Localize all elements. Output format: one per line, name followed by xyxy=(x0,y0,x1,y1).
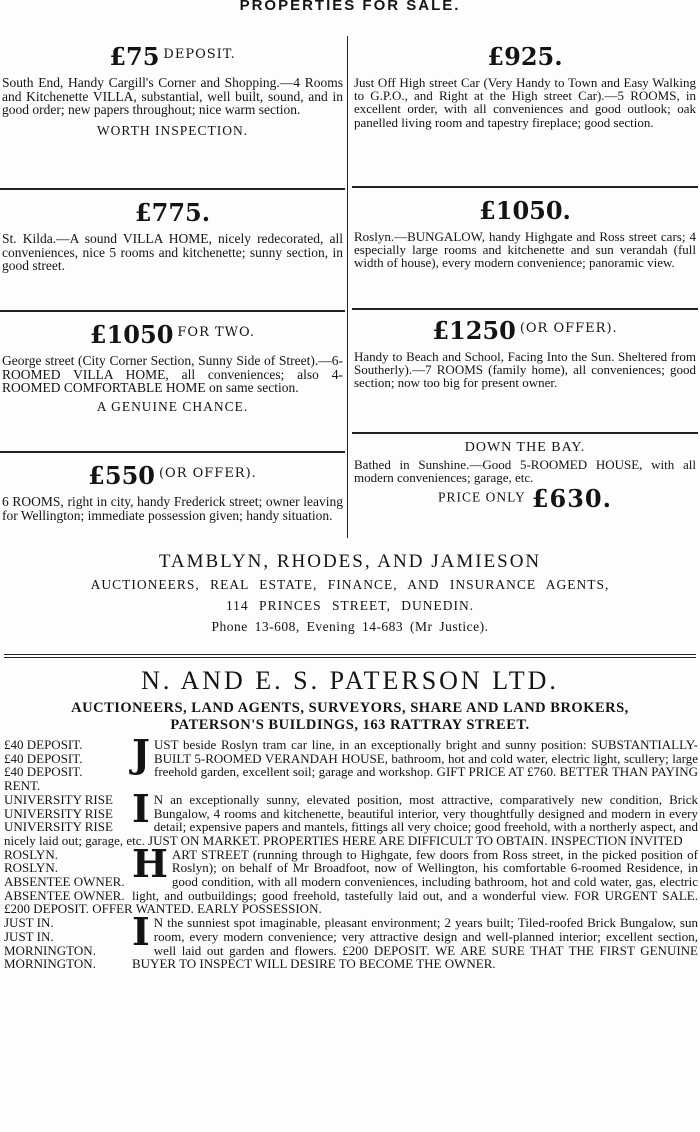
listing-tags xyxy=(4,793,132,834)
drop-cap: J xyxy=(132,731,150,776)
price-value: £550 xyxy=(88,461,155,490)
section-rule xyxy=(4,654,696,655)
right-column xyxy=(352,32,698,530)
left-column xyxy=(0,32,345,541)
ad-price xyxy=(0,320,345,350)
price-value: £630. xyxy=(531,484,612,514)
ad-1050-roslyn xyxy=(352,188,698,310)
ad-body: Roslyn.—BUNGALOW, handy Highgate and Ross street cars; 4 especially large rooms and kitchenette and sun verandah (full width of house), every modern convenience; panoramic view. xyxy=(354,229,696,271)
ad-price xyxy=(0,42,345,72)
price-suffix: DEPOSIT. xyxy=(163,47,236,62)
firm-address: PATERSON'S BUILDINGS, 163 RATTRAY STREET. xyxy=(170,717,530,733)
listing-tag: MORNINGTON. xyxy=(4,942,96,958)
firm-name: N. AND E. S. PATERSON LTD. xyxy=(141,666,559,695)
ad-price xyxy=(0,198,345,228)
listing-mornington xyxy=(4,909,698,972)
ad-body: Handy to Beach and School, Facing Into the Sun. Sheltered from Southerly).—7 ROOMS (family home), all conveniences; good section; now too big for present owner. xyxy=(354,349,696,391)
price-label: PRICE ONLY xyxy=(438,490,526,505)
ad-1250 xyxy=(352,310,698,434)
listing-tags xyxy=(4,848,132,903)
ad-body: Bathed in Sunshine.—Good 5-ROOMED HOUSE, with all modern conveniences; garage, etc. xyxy=(354,457,696,486)
listing-tag: £40 DEPOSIT. xyxy=(4,764,83,780)
column-divider xyxy=(347,36,348,538)
ad-550 xyxy=(0,453,345,541)
bay-price-line xyxy=(352,484,698,513)
firm-tamblyn-block xyxy=(0,550,700,637)
price-value: £1050 xyxy=(89,320,174,349)
ad-body: Just Off High street Car (Very Handy to Town and Easy Walking to G.P.O., and Right at the High street Car).—5 ROOMS, in excellent order, with all conveniences and good outlook; oak panelled living room and tapestry fireplace; good section. xyxy=(354,75,696,130)
firm-address: 114 PRINCES STREET, DUNEDIN. xyxy=(225,598,475,613)
price-suffix: (OR OFFER). xyxy=(158,466,257,481)
listing-tag: UNIVERSITY RISE xyxy=(4,819,113,835)
listing-tag: MORNINGTON. xyxy=(4,956,96,972)
ad-price xyxy=(352,42,698,72)
listing-tag: UNIVERSITY RISE xyxy=(4,805,113,821)
listing-tag: ABSENTEE OWNER. xyxy=(4,874,125,890)
listing-text: N an exceptionally sunny, elevated position, most attractive, comparatively new condition, Brick Bungalow, 4 rooms and kitchenette, beautiful interior, very thoughtfully designed and modern in every detail; expensive papers and mantels, fittings all very choice; good freehold, with a northerly aspect, and nicely laid out; garage, etc. JUST ON MARKET. PROPERTIES HERE ARE DIFFICULT TO OBTAIN. INSPECTION INVITED xyxy=(4,791,698,848)
listing-roslyn-deposit xyxy=(4,731,698,794)
listing-tags xyxy=(4,916,132,971)
firm-services: AUCTIONEERS, LAND AGENTS, SURVEYORS, SHARE AND LAND BROKERS, xyxy=(71,700,629,716)
ad-footer: WORTH INSPECTION. xyxy=(96,122,249,138)
ad-body: St. Kilda.—A sound VILLA HOME, nicely redecorated, all conveniences, nice 5 rooms and kitchenette; sunny section, in good street. xyxy=(2,231,343,273)
listing-tag: ROSLYN. xyxy=(4,846,58,862)
price-suffix: FOR TWO. xyxy=(177,325,256,340)
listing-tag: ROSLYN. xyxy=(4,860,58,876)
firm-name: TAMBLYN, RHODES, AND JAMIESON xyxy=(158,551,542,572)
ad-down-the-bay xyxy=(352,434,698,530)
listing-tag: ABSENTEE OWNER. xyxy=(4,887,125,903)
price-suffix: (OR OFFER). xyxy=(519,321,618,336)
price-value: £1250 xyxy=(432,316,516,345)
price-value: £775. xyxy=(134,198,211,227)
ad-body: South End, Handy Cargill's Corner and Shopping.—4 Rooms and Kitchenette VILLA, substantial, well built, sound, and in good order; new papers throughout; nice warm section. xyxy=(2,75,343,117)
listing-tag: JUST IN. xyxy=(4,928,54,944)
listing-tag: £40 DEPOSIT. xyxy=(4,750,83,766)
firm-phone: Phone 13-608, Evening 14-683 (Mr Justice). xyxy=(211,619,489,634)
section-rule xyxy=(4,657,696,658)
bay-heading: DOWN THE BAY. xyxy=(464,440,586,455)
ad-body: George street (City Corner Section, Sunny Side of Street).—6-ROOMED VILLA HOME, all conveniences; also 4-ROOMED COMFORTABLE HOME on same section. xyxy=(2,353,343,395)
drop-cap: I xyxy=(132,909,150,955)
ad-925 xyxy=(352,32,698,188)
firm-paterson-block xyxy=(0,665,700,971)
ad-body: 6 ROOMS, right in city, handy Frederick street; owner leaving for Wellington; immediate possession given; handy situation. xyxy=(2,494,343,523)
ad-775 xyxy=(0,190,345,312)
ad-75-deposit xyxy=(0,32,345,190)
listing-text: UST beside Roslyn tram car line, in an exceptionally bright and sunny position: SUBSTANTIALLY-BUILT 5-ROOMED VERANDAH HOUSE, bathroom, hot and cold water, electric light, scullery; large freehold garden, excellent soil; garage and workshop. GIFT PRICE AT £760. BETTER THAN PAYING RENT. xyxy=(4,737,698,794)
listing-roslyn-absentee xyxy=(4,840,698,917)
ad-price xyxy=(352,316,698,346)
listing-text: ART STREET (running through to Highgate, few doors from Ross street, in the picked position of Roslyn); on behalf of Mr Broadfoot, now of Wellington, his comfortable 6-roomed Residence, in good condition, with all modern conveniences, including bathroom, hot and cold water, gas, electric light, and outbuildings; good freehold, tastefully laid out, and a wonderful view. FOR URGENT SALE. £200 DEPOSIT. OFFER WANTED. EARLY POSSESSION. xyxy=(4,846,698,917)
listing-tags xyxy=(4,738,132,779)
ad-1050-for-two xyxy=(0,312,345,453)
price-value: £1050. xyxy=(479,196,571,225)
drop-cap: H xyxy=(132,840,168,886)
ad-price xyxy=(352,196,698,226)
listing-text: N the sunniest spot imaginable, pleasant environment; 2 years built; Tiled-roofed Brick Bungalow, sun room, every modern convenience; very attractive design and well-planned interior; excellent section, well laid out garden and flowers. £200 DEPOSIT. WE ARE SURE THAT THE FIRST GENUINE BUYER TO INSPECT WILL DESIRE TO BECOME THE OWNER. xyxy=(132,915,698,972)
ad-footer: A GENUINE CHANCE. xyxy=(96,398,249,414)
listing-tag: £40 DEPOSIT. xyxy=(4,737,83,752)
price-value: £925. xyxy=(487,42,563,71)
ad-price xyxy=(0,461,345,491)
drop-cap: I xyxy=(132,785,150,831)
listing-university-rise xyxy=(4,785,698,848)
price-value: £75 xyxy=(109,42,160,71)
page-header: PROPERTIES FOR SALE. xyxy=(239,0,461,14)
listing-tag: UNIVERSITY RISE xyxy=(4,791,113,807)
listing-tag: JUST IN. xyxy=(4,915,54,931)
firm-services: AUCTIONEERS, REAL ESTATE, FINANCE, AND INSURANCE AGENTS, xyxy=(90,577,610,592)
